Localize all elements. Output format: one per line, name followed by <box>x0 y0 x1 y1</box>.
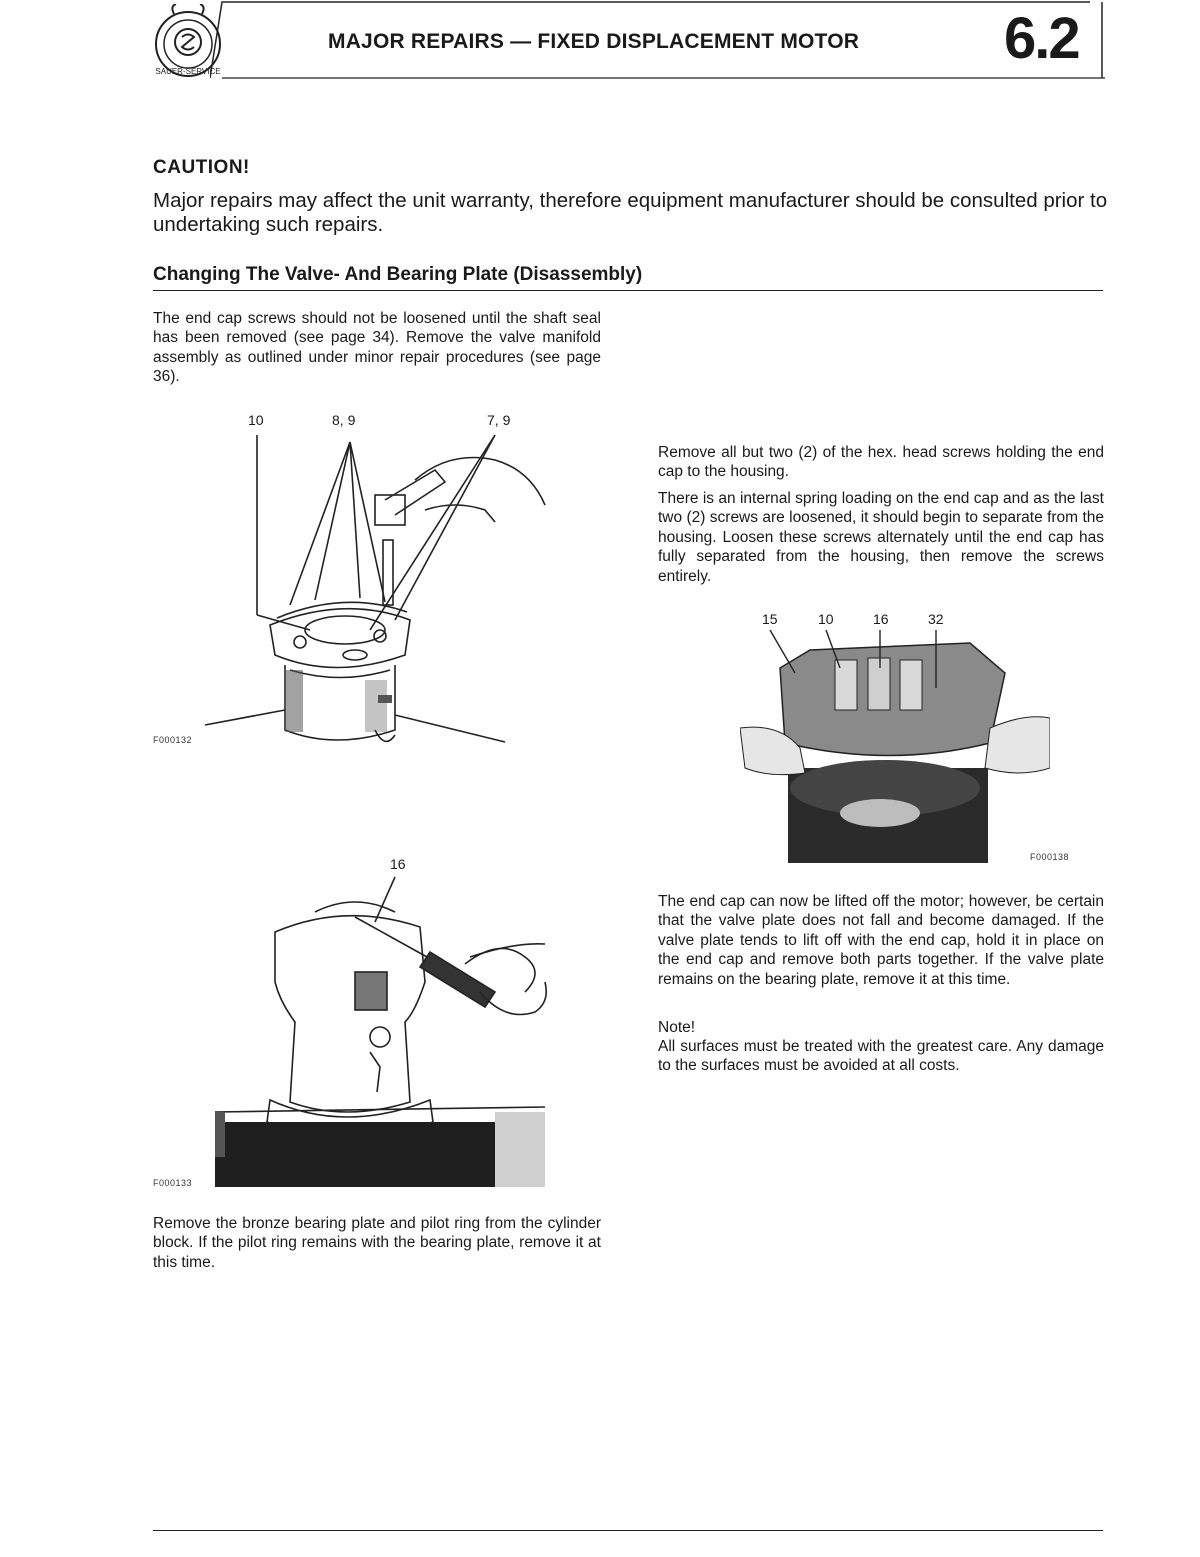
callout-label: 32 <box>928 611 944 627</box>
svg-text:SAUER-SERVICE: SAUER-SERVICE <box>155 67 221 76</box>
section-divider <box>153 290 1103 291</box>
footer-rule <box>153 1530 1103 1531</box>
remove-screws-paragraph: Remove all but two (2) of the hex. head screws holding the end cap to the housing. <box>658 444 1104 481</box>
caution-text: Major repairs may affect the unit warranty, therefore equipment manufacturer should be consulted prior to undertaking such repairs. <box>153 189 1108 236</box>
note-text: All surfaces must be treated with the greatest care. Any damage to the surfaces must be avoided at all costs. <box>658 1038 1104 1075</box>
bearing-plate-paragraph: Remove the bronze bearing plate and pilot ring from the cylinder block. If the pilot ring remains with the bearing plate, remove it at this time. <box>153 1215 601 1271</box>
callout-label: 16 <box>390 856 406 872</box>
motor-wrench-illustration <box>195 430 555 750</box>
callout-label: 8, 9 <box>332 412 356 428</box>
page-title: MAJOR REPAIRS — FIXED DISPLACEMENT MOTOR <box>328 30 860 53</box>
figure-id: F000133 <box>153 1178 193 1188</box>
end-cap-photo-illustration <box>740 628 1050 868</box>
caution-heading: CAUTION! <box>153 157 250 178</box>
callout-label: 10 <box>248 412 264 428</box>
section-number: 6.2 <box>1004 6 1079 71</box>
screwdriver-motor-illustration <box>205 872 550 1192</box>
lift-end-cap-paragraph: The end cap can now be lifted off the motor; however, be certain that the valve plate does not fall and become damaged. If the valve plate tends to lift off with the end cap, hold it in place on the end cap and remove both parts together. If the valve plate remains on the bearing plate, remove it at this time. <box>658 893 1104 988</box>
spring-loading-paragraph: There is an internal spring loading on the end cap and as the last two (2) screws are loosened, it should begin to separate from the housing. Loosen these screws alternately until the end cap has fully separated from the housing, then remove the screws entirely. <box>658 490 1104 585</box>
callout-label: 10 <box>818 611 834 627</box>
section-heading: Changing The Valve- And Bearing Plate (Disassembly) <box>153 264 643 285</box>
callout-label: 16 <box>873 611 889 627</box>
callout-label: 7, 9 <box>487 412 511 428</box>
figure-id: F000138 <box>1030 852 1070 862</box>
note-heading: Note! <box>658 1019 696 1036</box>
intro-paragraph: The end cap screws should not be loosened until the shaft seal has been removed (see page 34). Remove the valve manifold assembly as outlined under minor repair procedures (see page 36). <box>153 310 601 386</box>
figure-id: F000132 <box>153 735 193 745</box>
callout-label: 15 <box>762 611 778 627</box>
